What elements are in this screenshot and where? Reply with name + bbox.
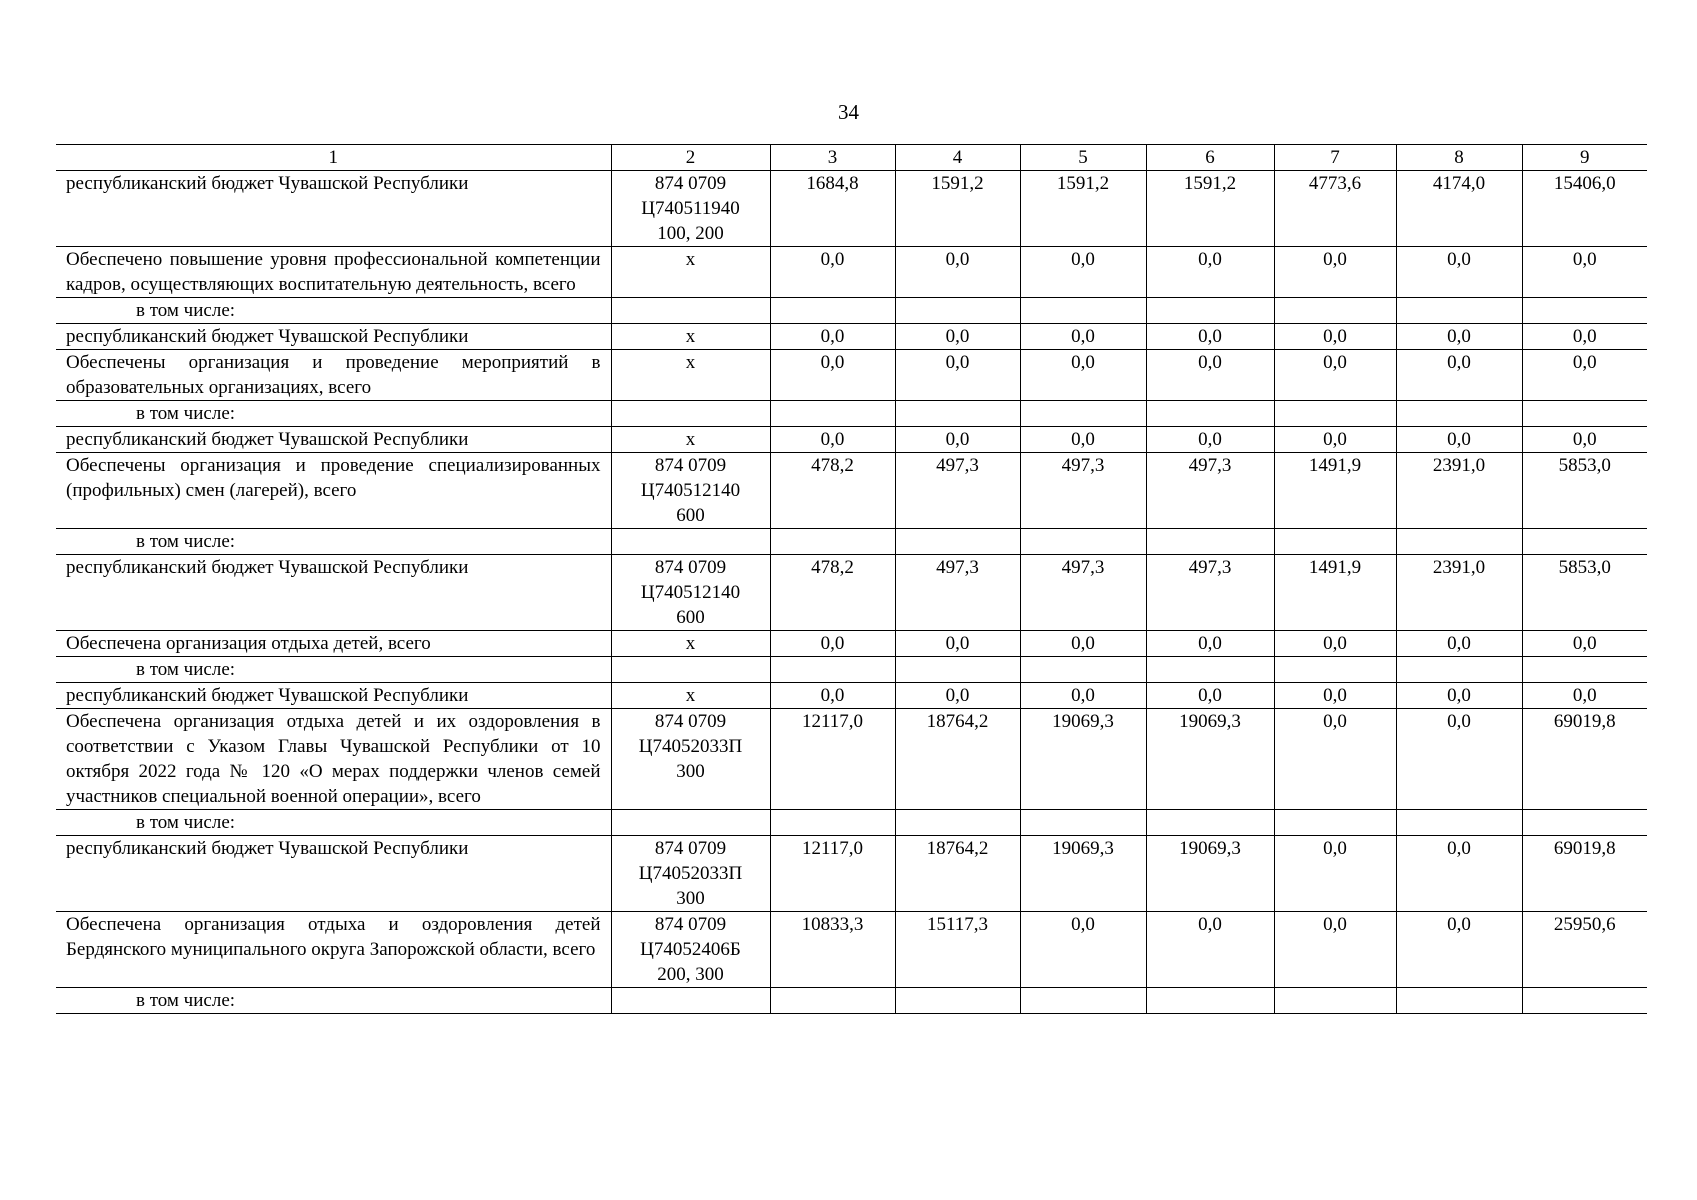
budget-code-cell	[611, 171, 770, 247]
value-cell-col-7	[1274, 298, 1396, 324]
value-cell-col-3: 0,0	[770, 324, 895, 350]
value-cell-col-5: 0,0	[1020, 350, 1146, 401]
budget-code-line: 300	[676, 761, 705, 782]
value-cell-col-6: 19069,3	[1146, 836, 1274, 912]
value-cell-col-5	[1020, 988, 1146, 1014]
value-cell-col-6	[1146, 401, 1274, 427]
budget-code-cell	[611, 683, 770, 709]
budget-code-line: 874 0709	[654, 455, 727, 476]
subheading-row	[56, 529, 1647, 555]
budget-code-cell	[611, 529, 770, 555]
value-cell-col-9: 69019,8	[1522, 836, 1647, 912]
value-cell-col-4: 15117,3	[895, 912, 1020, 988]
value-cell-col-8: 0,0	[1396, 912, 1522, 988]
total-row	[56, 631, 1647, 657]
value-cell-col-7	[1274, 810, 1396, 836]
budget-line-row	[56, 171, 1647, 247]
value-cell-col-7: 0,0	[1274, 709, 1396, 810]
row-description: в том числе:	[56, 401, 611, 427]
budget-code-line: 600	[676, 607, 705, 628]
value-cell-col-5: 19069,3	[1020, 709, 1146, 810]
budget-line-row	[56, 324, 1647, 350]
budget-code-line: Ц740512140	[640, 480, 741, 501]
value-cell-col-7: 0,0	[1274, 247, 1396, 298]
value-cell-col-4: 0,0	[895, 350, 1020, 401]
budget-code-line: 874 0709	[654, 173, 727, 194]
value-cell-col-5: 0,0	[1020, 324, 1146, 350]
value-cell-col-9	[1522, 298, 1647, 324]
subheading-row	[56, 657, 1647, 683]
value-cell-col-7: 1491,9	[1274, 555, 1396, 631]
budget-code-cell	[611, 298, 770, 324]
value-cell-col-9: 0,0	[1522, 631, 1647, 657]
budget-code-line: 874 0709	[654, 914, 727, 935]
budget-code-cell	[611, 427, 770, 453]
budget-code-line: 874 0709	[654, 557, 727, 578]
value-cell-col-7: 0,0	[1274, 324, 1396, 350]
value-cell-col-9: 25950,6	[1522, 912, 1647, 988]
total-row	[56, 912, 1647, 988]
value-cell-col-6: 0,0	[1146, 631, 1274, 657]
budget-code-cell	[611, 401, 770, 427]
value-cell-col-6	[1146, 810, 1274, 836]
value-cell-col-5	[1020, 810, 1146, 836]
value-cell-col-6: 0,0	[1146, 912, 1274, 988]
budget-code-cell	[611, 657, 770, 683]
value-cell-col-7: 0,0	[1274, 683, 1396, 709]
value-cell-col-3: 12117,0	[770, 836, 895, 912]
row-description: республиканский бюджет Чувашской Республики	[56, 836, 611, 912]
budget-code-cell	[611, 988, 770, 1014]
budget-code-cell	[611, 453, 770, 529]
budget-code-cell	[611, 810, 770, 836]
value-cell-col-8	[1396, 810, 1522, 836]
header-cell-4: 4	[895, 145, 1020, 171]
budget-code-line: x	[685, 633, 696, 654]
value-cell-col-6: 19069,3	[1146, 709, 1274, 810]
value-cell-col-8: 4174,0	[1396, 171, 1522, 247]
value-cell-col-3: 0,0	[770, 631, 895, 657]
budget-code-line: 874 0709	[654, 711, 727, 732]
value-cell-col-7: 1491,9	[1274, 453, 1396, 529]
header-cell-3: 3	[770, 145, 895, 171]
value-cell-col-5: 0,0	[1020, 631, 1146, 657]
value-cell-col-8: 0,0	[1396, 709, 1522, 810]
subheading-row	[56, 298, 1647, 324]
value-cell-col-4: 0,0	[895, 631, 1020, 657]
subheading-row	[56, 401, 1647, 427]
value-cell-col-4	[895, 529, 1020, 555]
budget-code-cell	[611, 350, 770, 401]
value-cell-col-5: 19069,3	[1020, 836, 1146, 912]
value-cell-col-8	[1396, 529, 1522, 555]
row-description: республиканский бюджет Чувашской Республики	[56, 171, 611, 247]
value-cell-col-8: 2391,0	[1396, 453, 1522, 529]
value-cell-col-6: 0,0	[1146, 683, 1274, 709]
value-cell-col-5: 0,0	[1020, 247, 1146, 298]
budget-line-row	[56, 836, 1647, 912]
budget-code-cell	[611, 912, 770, 988]
value-cell-col-5	[1020, 529, 1146, 555]
value-cell-col-7: 0,0	[1274, 350, 1396, 401]
row-description: Обеспечена организация отдыха детей, всего	[56, 631, 611, 657]
value-cell-col-6	[1146, 657, 1274, 683]
budget-line-row	[56, 427, 1647, 453]
value-cell-col-4: 0,0	[895, 247, 1020, 298]
value-cell-col-3	[770, 988, 895, 1014]
value-cell-col-8: 2391,0	[1396, 555, 1522, 631]
value-cell-col-9	[1522, 988, 1647, 1014]
value-cell-col-5: 497,3	[1020, 453, 1146, 529]
total-row	[56, 350, 1647, 401]
value-cell-col-5	[1020, 298, 1146, 324]
value-cell-col-3: 478,2	[770, 453, 895, 529]
value-cell-col-9: 0,0	[1522, 247, 1647, 298]
value-cell-col-7	[1274, 401, 1396, 427]
value-cell-col-4: 0,0	[895, 324, 1020, 350]
value-cell-col-8	[1396, 401, 1522, 427]
value-cell-col-5: 497,3	[1020, 555, 1146, 631]
budget-code-line: 300	[676, 888, 705, 909]
value-cell-col-5: 1591,2	[1020, 171, 1146, 247]
row-description: Обеспечены организация и проведение специализированных (профильных) смен (лагерей), всего	[56, 453, 611, 529]
value-cell-col-4	[895, 401, 1020, 427]
row-description: Обеспечены организация и проведение мероприятий в образовательных организациях, всего	[56, 350, 611, 401]
value-cell-col-8: 0,0	[1396, 631, 1522, 657]
value-cell-col-4	[895, 298, 1020, 324]
row-description: в том числе:	[56, 657, 611, 683]
value-cell-col-8: 0,0	[1396, 427, 1522, 453]
value-cell-col-9	[1522, 810, 1647, 836]
page-number: 34	[838, 100, 859, 124]
total-row	[56, 247, 1647, 298]
value-cell-col-6: 0,0	[1146, 350, 1274, 401]
value-cell-col-6: 0,0	[1146, 324, 1274, 350]
value-cell-col-8: 0,0	[1396, 247, 1522, 298]
budget-code-line: x	[685, 429, 696, 450]
budget-code-line: 600	[676, 505, 705, 526]
value-cell-col-7: 4773,6	[1274, 171, 1396, 247]
value-cell-col-3: 0,0	[770, 683, 895, 709]
row-description: республиканский бюджет Чувашской Республики	[56, 555, 611, 631]
value-cell-col-5: 0,0	[1020, 683, 1146, 709]
value-cell-col-5: 0,0	[1020, 427, 1146, 453]
value-cell-col-4	[895, 810, 1020, 836]
budget-code-line: Ц74052406Б	[640, 939, 741, 960]
value-cell-col-9: 5853,0	[1522, 555, 1647, 631]
value-cell-col-4: 0,0	[895, 427, 1020, 453]
value-cell-col-3: 478,2	[770, 555, 895, 631]
value-cell-col-9: 0,0	[1522, 350, 1647, 401]
budget-code-cell	[611, 709, 770, 810]
value-cell-col-6: 1591,2	[1146, 171, 1274, 247]
value-cell-col-6	[1146, 298, 1274, 324]
total-row	[56, 709, 1647, 810]
row-description: республиканский бюджет Чувашской Республики	[56, 427, 611, 453]
value-cell-col-8	[1396, 657, 1522, 683]
value-cell-col-4	[895, 988, 1020, 1014]
value-cell-col-5	[1020, 657, 1146, 683]
table-body	[56, 171, 1647, 1014]
value-cell-col-9	[1522, 657, 1647, 683]
value-cell-col-3	[770, 529, 895, 555]
value-cell-col-3	[770, 810, 895, 836]
header-cell-1: 1	[56, 145, 611, 171]
value-cell-col-7	[1274, 657, 1396, 683]
value-cell-col-7	[1274, 529, 1396, 555]
value-cell-col-9: 69019,8	[1522, 709, 1647, 810]
value-cell-col-8: 0,0	[1396, 836, 1522, 912]
total-row	[56, 453, 1647, 529]
budget-code-line: Ц740512140	[640, 582, 741, 603]
row-description: Обеспечена организация отдыха детей и их оздоровления в соответствии с Указом Главы Чувашской Республики от 10 октября 2022 года № 120 «О мерах поддержки членов семей участников специальной военной операции», всего	[56, 709, 611, 810]
budget-code-cell	[611, 324, 770, 350]
value-cell-col-9: 0,0	[1522, 683, 1647, 709]
header-row	[56, 145, 1647, 171]
value-cell-col-3: 0,0	[770, 247, 895, 298]
value-cell-col-9: 0,0	[1522, 324, 1647, 350]
value-cell-col-3	[770, 401, 895, 427]
value-cell-col-5	[1020, 401, 1146, 427]
value-cell-col-3	[770, 298, 895, 324]
value-cell-col-4	[895, 657, 1020, 683]
value-cell-col-4: 18764,2	[895, 836, 1020, 912]
value-cell-col-3: 0,0	[770, 427, 895, 453]
value-cell-col-4: 497,3	[895, 453, 1020, 529]
budget-code-cell	[611, 247, 770, 298]
value-cell-col-4: 1591,2	[895, 171, 1020, 247]
budget-code-line: x	[685, 326, 696, 347]
header-cell-2: 2	[611, 145, 770, 171]
value-cell-col-6: 0,0	[1146, 247, 1274, 298]
budget-code-line: 100, 200	[657, 223, 724, 244]
value-cell-col-3	[770, 657, 895, 683]
value-cell-col-9: 15406,0	[1522, 171, 1647, 247]
header-cell-6: 6	[1146, 145, 1274, 171]
budget-code-cell	[611, 836, 770, 912]
budget-code-line: x	[685, 249, 696, 270]
row-description: в том числе:	[56, 529, 611, 555]
value-cell-col-7	[1274, 988, 1396, 1014]
row-description: в том числе:	[56, 298, 611, 324]
value-cell-col-9: 5853,0	[1522, 453, 1647, 529]
budget-code-line: Ц740511940	[641, 198, 740, 219]
subheading-row	[56, 988, 1647, 1014]
subheading-row	[56, 810, 1647, 836]
value-cell-col-3: 1684,8	[770, 171, 895, 247]
value-cell-col-8: 0,0	[1396, 683, 1522, 709]
value-cell-col-7: 0,0	[1274, 912, 1396, 988]
row-description: в том числе:	[56, 810, 611, 836]
value-cell-col-8	[1396, 298, 1522, 324]
header-cell-5: 5	[1020, 145, 1146, 171]
value-cell-col-7: 0,0	[1274, 631, 1396, 657]
value-cell-col-6	[1146, 529, 1274, 555]
value-cell-col-6	[1146, 988, 1274, 1014]
budget-code-line: x	[685, 685, 696, 706]
value-cell-col-5: 0,0	[1020, 912, 1146, 988]
value-cell-col-4: 18764,2	[895, 709, 1020, 810]
budget-code-line: Ц74052033П	[638, 736, 743, 757]
row-description: Обеспечено повышение уровня профессиональной компетенции кадров, осуществляющих воспитательную деятельность, всего	[56, 247, 611, 298]
header-cell-8: 8	[1396, 145, 1522, 171]
budget-table	[56, 144, 1647, 1014]
row-description: республиканский бюджет Чувашской Республики	[56, 683, 611, 709]
row-description: республиканский бюджет Чувашской Республики	[56, 324, 611, 350]
row-description: Обеспечена организация отдыха и оздоровления детей Бердянского муниципального округа Запорожской области, всего	[56, 912, 611, 988]
header-cell-9: 9	[1522, 145, 1647, 171]
budget-line-row	[56, 683, 1647, 709]
budget-line-row	[56, 555, 1647, 631]
value-cell-col-6: 497,3	[1146, 453, 1274, 529]
value-cell-col-3: 0,0	[770, 350, 895, 401]
value-cell-col-8: 0,0	[1396, 350, 1522, 401]
budget-code-line: Ц74052033П	[638, 863, 743, 884]
value-cell-col-8: 0,0	[1396, 324, 1522, 350]
value-cell-col-6: 497,3	[1146, 555, 1274, 631]
value-cell-col-6: 0,0	[1146, 427, 1274, 453]
value-cell-col-9	[1522, 401, 1647, 427]
value-cell-col-7: 0,0	[1274, 427, 1396, 453]
budget-code-line: x	[685, 352, 696, 373]
value-cell-col-7: 0,0	[1274, 836, 1396, 912]
value-cell-col-9	[1522, 529, 1647, 555]
value-cell-col-3: 10833,3	[770, 912, 895, 988]
header-cell-7: 7	[1274, 145, 1396, 171]
budget-code-cell	[611, 631, 770, 657]
row-description: в том числе:	[56, 988, 611, 1014]
value-cell-col-4: 0,0	[895, 683, 1020, 709]
budget-code-cell	[611, 555, 770, 631]
value-cell-col-9: 0,0	[1522, 427, 1647, 453]
budget-code-line: 200, 300	[657, 964, 724, 985]
value-cell-col-3: 12117,0	[770, 709, 895, 810]
value-cell-col-4: 497,3	[895, 555, 1020, 631]
budget-code-line: 874 0709	[654, 838, 727, 859]
value-cell-col-8	[1396, 988, 1522, 1014]
